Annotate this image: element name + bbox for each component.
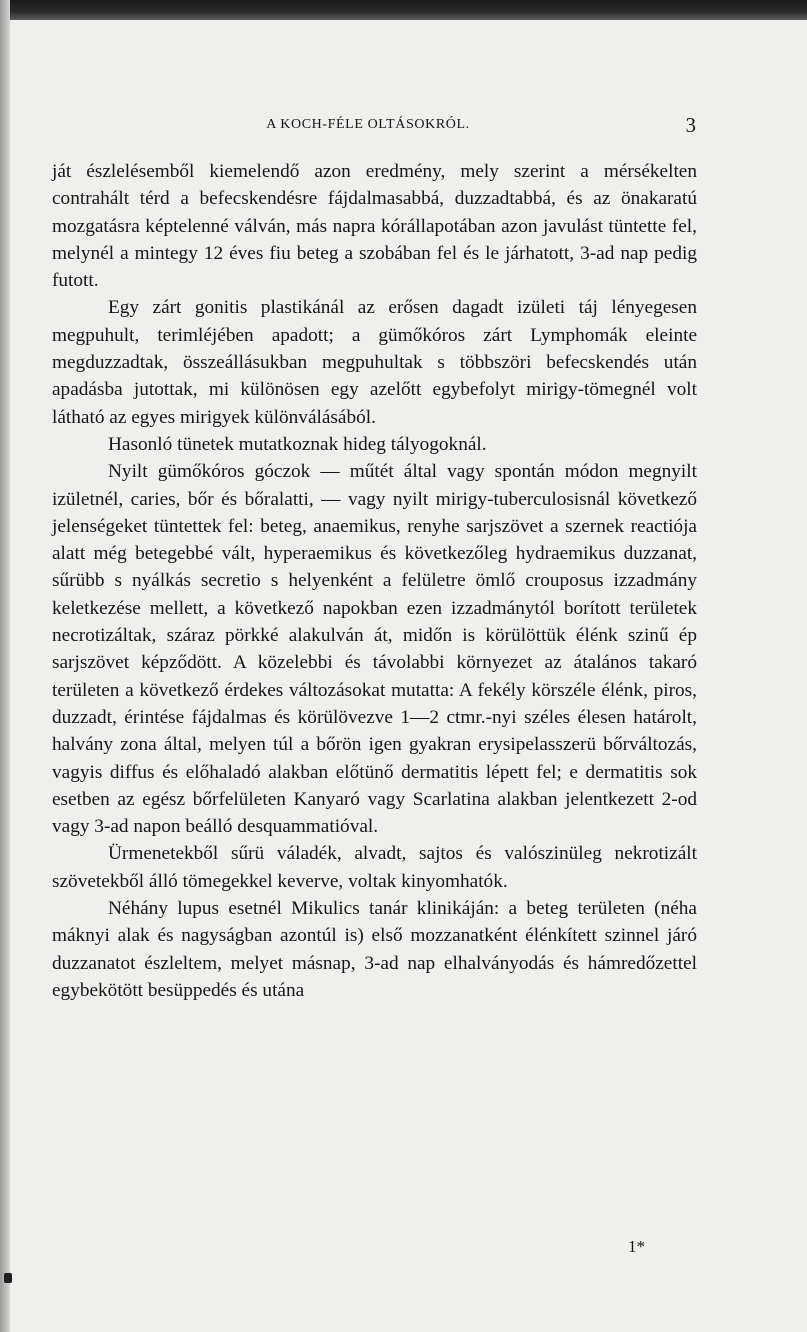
- page-number: 3: [685, 113, 696, 137]
- running-title: A KOCH-FÉLE OLTÁSOKRÓL.: [266, 117, 470, 132]
- paragraph-4: Nyilt gümőkóros góczok — műtét által vagy spontán módon megnyilt izületnél, caries, bőr és bőralatti, — vagy nyilt mirigy-tuberculosisnál következő jelenségeket tüntettek fel: beteg, anaemikus, renyhe sarjszövet a szernek reactiója alatt még betegebbé vált, hyperaemikus és következőleg hydraemikus duzzanat, sűrübb s nyálkás secretio s helyenként a felületre ömlő crouposus izzadmány keletkezése mellett, a következő napokban ezen izzadmánytól borított területek necrotizáltak, száraz pörkké alakulván át, midőn is körülöttük élénk szinű ép sarjszövet képződött. A közelebbi és távolabbi környezet az átalános takaró területen a következő érdekes változásokat mutatta: A fekély körszéle élénk, piros, duzzadt, érintése fájdalmas és körülövezve 1—2 ctmr.-nyi széles élesen határolt, halvány zona által, melyen túl a bőrön igen gyakran erysipelasszerü bőrváltozás, vagyis diffus és előhaladó alakban előtünő dermatitis lépett fel; e dermatitis sok esetben az egész bőrfelületen Kanyaró vagy Scarlatina alakban jelentkezett 2-od vagy 3-ad napon beálló desquammatióval.: [52, 461, 697, 838]
- paragraph-3: Hasonló tünetek mutatkoznak hideg tályogoknál.: [108, 433, 487, 455]
- page-header: [40, 113, 696, 139]
- scan-top-edge: [0, 0, 807, 20]
- paragraph-6: Néhány lupus esetnél Mikulics tanár klinikáján: a beteg területen (néha máknyi alak és nagyságban azontúl is) első mozzanatként élénkített szinnel járó duzzanatot észleltem, melyet másnap, 3-ad nap elhalványodás és hámredőzettel egybekötött besüppedés és utána: [52, 898, 697, 1001]
- signature-mark: 1*: [628, 1237, 645, 1256]
- body-text: [52, 158, 697, 1004]
- scan-margin-mark: [4, 1273, 12, 1283]
- paragraph-5: Ürmenetekből sűrü váladék, alvadt, sajtos és valószinüleg nekrotizált szövetekből álló tömegekkel keverve, voltak kinyomhatók.: [52, 843, 697, 892]
- paragraph-1: ját észlelésemből kiemelendő azon eredmény, mely szerint a mérsékelten contrahált térd a befecskendésre fájdalmasabbá, duzzadtabbá, és az önakaratú mozgatásra képtelenné válván, más napra kórállapotában azon javulást tüntette fel, melynél a mintegy 12 éves fiu beteg a szobában fel és le járhatott, 3-ad nap pedig futott.: [52, 161, 697, 292]
- paragraph-2: Egy zárt gonitis plastikánál az erősen dagadt izületi táj lényegesen megpuhult, terimléjében apadott; a gümőkóros zárt Lymphomák eleinte megduzzadtak, összeállásukban megpuhultak s többszöri befecskendés után apadásba jutottak, mi különösen egy azelőtt egybefolyt mirigy-tömegnél volt látható az egyes mirigyek különválásából.: [52, 297, 697, 428]
- scan-left-edge: [0, 0, 10, 1332]
